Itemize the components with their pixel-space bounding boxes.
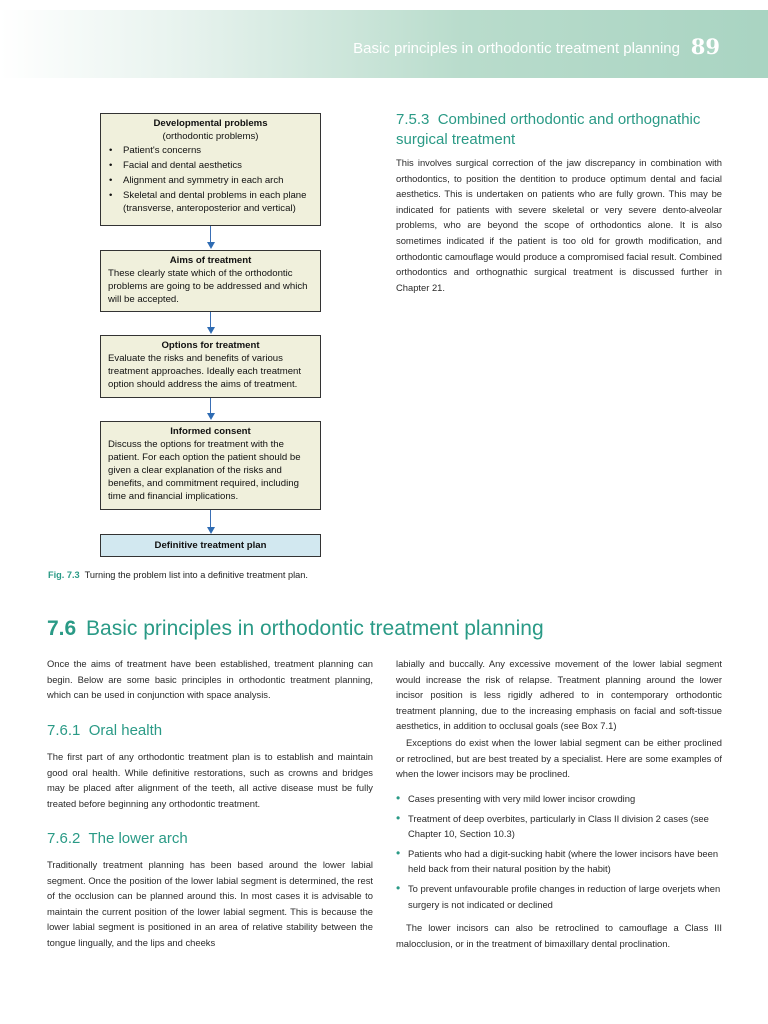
section-heading-7-6 bbox=[47, 617, 544, 641]
paragraph-7-6-2-continued: labially and buccally. Any excessive movement of the lower labial segment would increase the risk of relapse. Treatment planning around the lower incisor position is less rigidly adhered to in contemporary orthodontic treatment planning, due to the increasing emphasis on facial and soft-tissue aesthetics, in addition to occlusal goals (see Box 7.1) bbox=[396, 658, 722, 732]
flow-arrow bbox=[209, 510, 212, 534]
paragraph-7-6-1: The first part of any orthodontic treatment plan is to establish and maintain good oral health. While definitive restorations, such as crowns and bridges may be placed after alignment of the teeth, all active disease must be fully treated before beginning any orthodontic treatment. bbox=[47, 751, 373, 809]
flow-box-text: Evaluate the risks and benefits of various treatment approaches. Ideally each treatment option should address the aims of treatment. bbox=[108, 353, 302, 390]
list-item: • Facial and dental aesthetics bbox=[108, 159, 313, 172]
section-number: 7.6.2 bbox=[47, 830, 81, 847]
list-item: • Skeletal and dental problems in each plane (transverse, anteroposterior and vertical) bbox=[108, 189, 313, 215]
section-number: 7.6 bbox=[47, 617, 77, 640]
list-item: • To prevent unfavourable profile changes in reduction of large overjets when surgery is not indicated or declined bbox=[396, 881, 722, 912]
flow-box-title: Options for treatment bbox=[161, 340, 260, 351]
flow-box-text: These clearly state which of the orthodontic problems are going to be addressed and which will be accepted. bbox=[108, 268, 308, 305]
figure-label: Fig. 7.3 bbox=[48, 570, 80, 580]
running-title: Basic principles in orthodontic treatment planning bbox=[353, 40, 680, 57]
section-heading-7-6-2 bbox=[47, 829, 188, 849]
section-title: Basic principles in orthodontic treatment planning bbox=[86, 617, 544, 640]
flow-box-options-for-treatment bbox=[100, 335, 321, 398]
flow-box-title: Informed consent bbox=[170, 426, 251, 437]
flow-box-developmental-problems bbox=[100, 113, 321, 226]
list-item: • Cases presenting with very mild lower incisor crowding bbox=[396, 791, 722, 807]
flow-box-title: Developmental problems bbox=[153, 118, 268, 129]
paragraph-7-6-2: Traditionally treatment planning has been based around the lower labial segment. Once the position of the lower labial segment is determined, the rest of the occlusion can be planned around this. In most cases it is advisable to maintain the current position of the lower labial segment. This is because the lower labial segment is positioned in an area of relative stability between the tongue lingually, and the lips and cheeks bbox=[47, 859, 373, 948]
figure-caption bbox=[48, 570, 308, 580]
list-item: • Alignment and symmetry in each arch bbox=[108, 174, 313, 187]
paragraph-exceptions: Exceptions do exist when the lower labial segment can be either proclined or retroclined, but are best treated by a specialist. Here are some examples of when the lower incisors may be proclined. bbox=[396, 737, 722, 780]
list-item: • Patients who had a digit-sucking habit (where the lower incisors have been held back from their natural position by the habit) bbox=[396, 846, 722, 877]
list-item: • Treatment of deep overbites, particularly in Class II division 2 cases (see Chapter 10, Section 10.3) bbox=[396, 811, 722, 842]
section-title: The lower arch bbox=[88, 830, 188, 847]
flow-arrow bbox=[209, 226, 212, 249]
flow-box-text: Discuss the options for treatment with the patient. For each option the patient should be given a clear explanation of the risks and benefits, and commitment required, including time and financial implications. bbox=[108, 439, 301, 502]
paragraph-7-5-3: This involves surgical correction of the jaw discrepancy in combination with orthodontics, to position the dentition to produce optimum dental and facial aesthetics. This is undertaken on patients who are fully grown. This may be indicated for patients with severe skeletal or very severe dento-alveolar problems, who are beyond the scope of orthodontics alone. It is also sometimes indicated if the patient is too old for growth modification, and orthodontic camouflage would produce a compromised facial result. Combined orthodontics and orthognathic surgical treatment is discussed further in Chapter 21. bbox=[396, 157, 722, 293]
section-title: Combined orthodontic and orthognathic surgical treatment bbox=[396, 111, 701, 148]
flow-box-title: Aims of treatment bbox=[169, 255, 252, 266]
flow-box-title: Definitive treatment plan bbox=[154, 540, 267, 551]
page-number: 89 bbox=[690, 34, 720, 59]
flow-box-subtitle: (orthodontic problems) bbox=[162, 131, 259, 142]
section-title: Oral health bbox=[88, 722, 163, 739]
figure-caption-text: Turning the problem list into a definitive treatment plan. bbox=[84, 570, 308, 580]
flow-box-definitive-plan bbox=[100, 534, 321, 557]
flow-box-informed-consent bbox=[100, 421, 321, 510]
list-item: • Patient's concerns bbox=[108, 144, 313, 157]
section-heading-7-6-1 bbox=[47, 721, 162, 741]
paragraph-closing: The lower incisors can also be retroclined to camouflage a Class III malocclusion, or in the treatment of bimaxillary dental proclination. bbox=[396, 922, 722, 949]
paragraph-7-6-intro: Once the aims of treatment have been established, treatment planning can begin. Below are some basic principles in orthodontic treatment planning, which can be used in conjunction with space analysis. bbox=[47, 658, 373, 701]
flow-box-aims-of-treatment bbox=[100, 250, 321, 312]
section-number: 7.5.3 bbox=[396, 111, 430, 128]
section-heading-7-5-3 bbox=[396, 110, 726, 150]
flow-box-list bbox=[108, 144, 313, 215]
flow-arrow bbox=[209, 312, 212, 334]
proclination-examples-list bbox=[396, 791, 722, 916]
flow-arrow bbox=[209, 398, 212, 420]
section-number: 7.6.1 bbox=[47, 722, 81, 739]
